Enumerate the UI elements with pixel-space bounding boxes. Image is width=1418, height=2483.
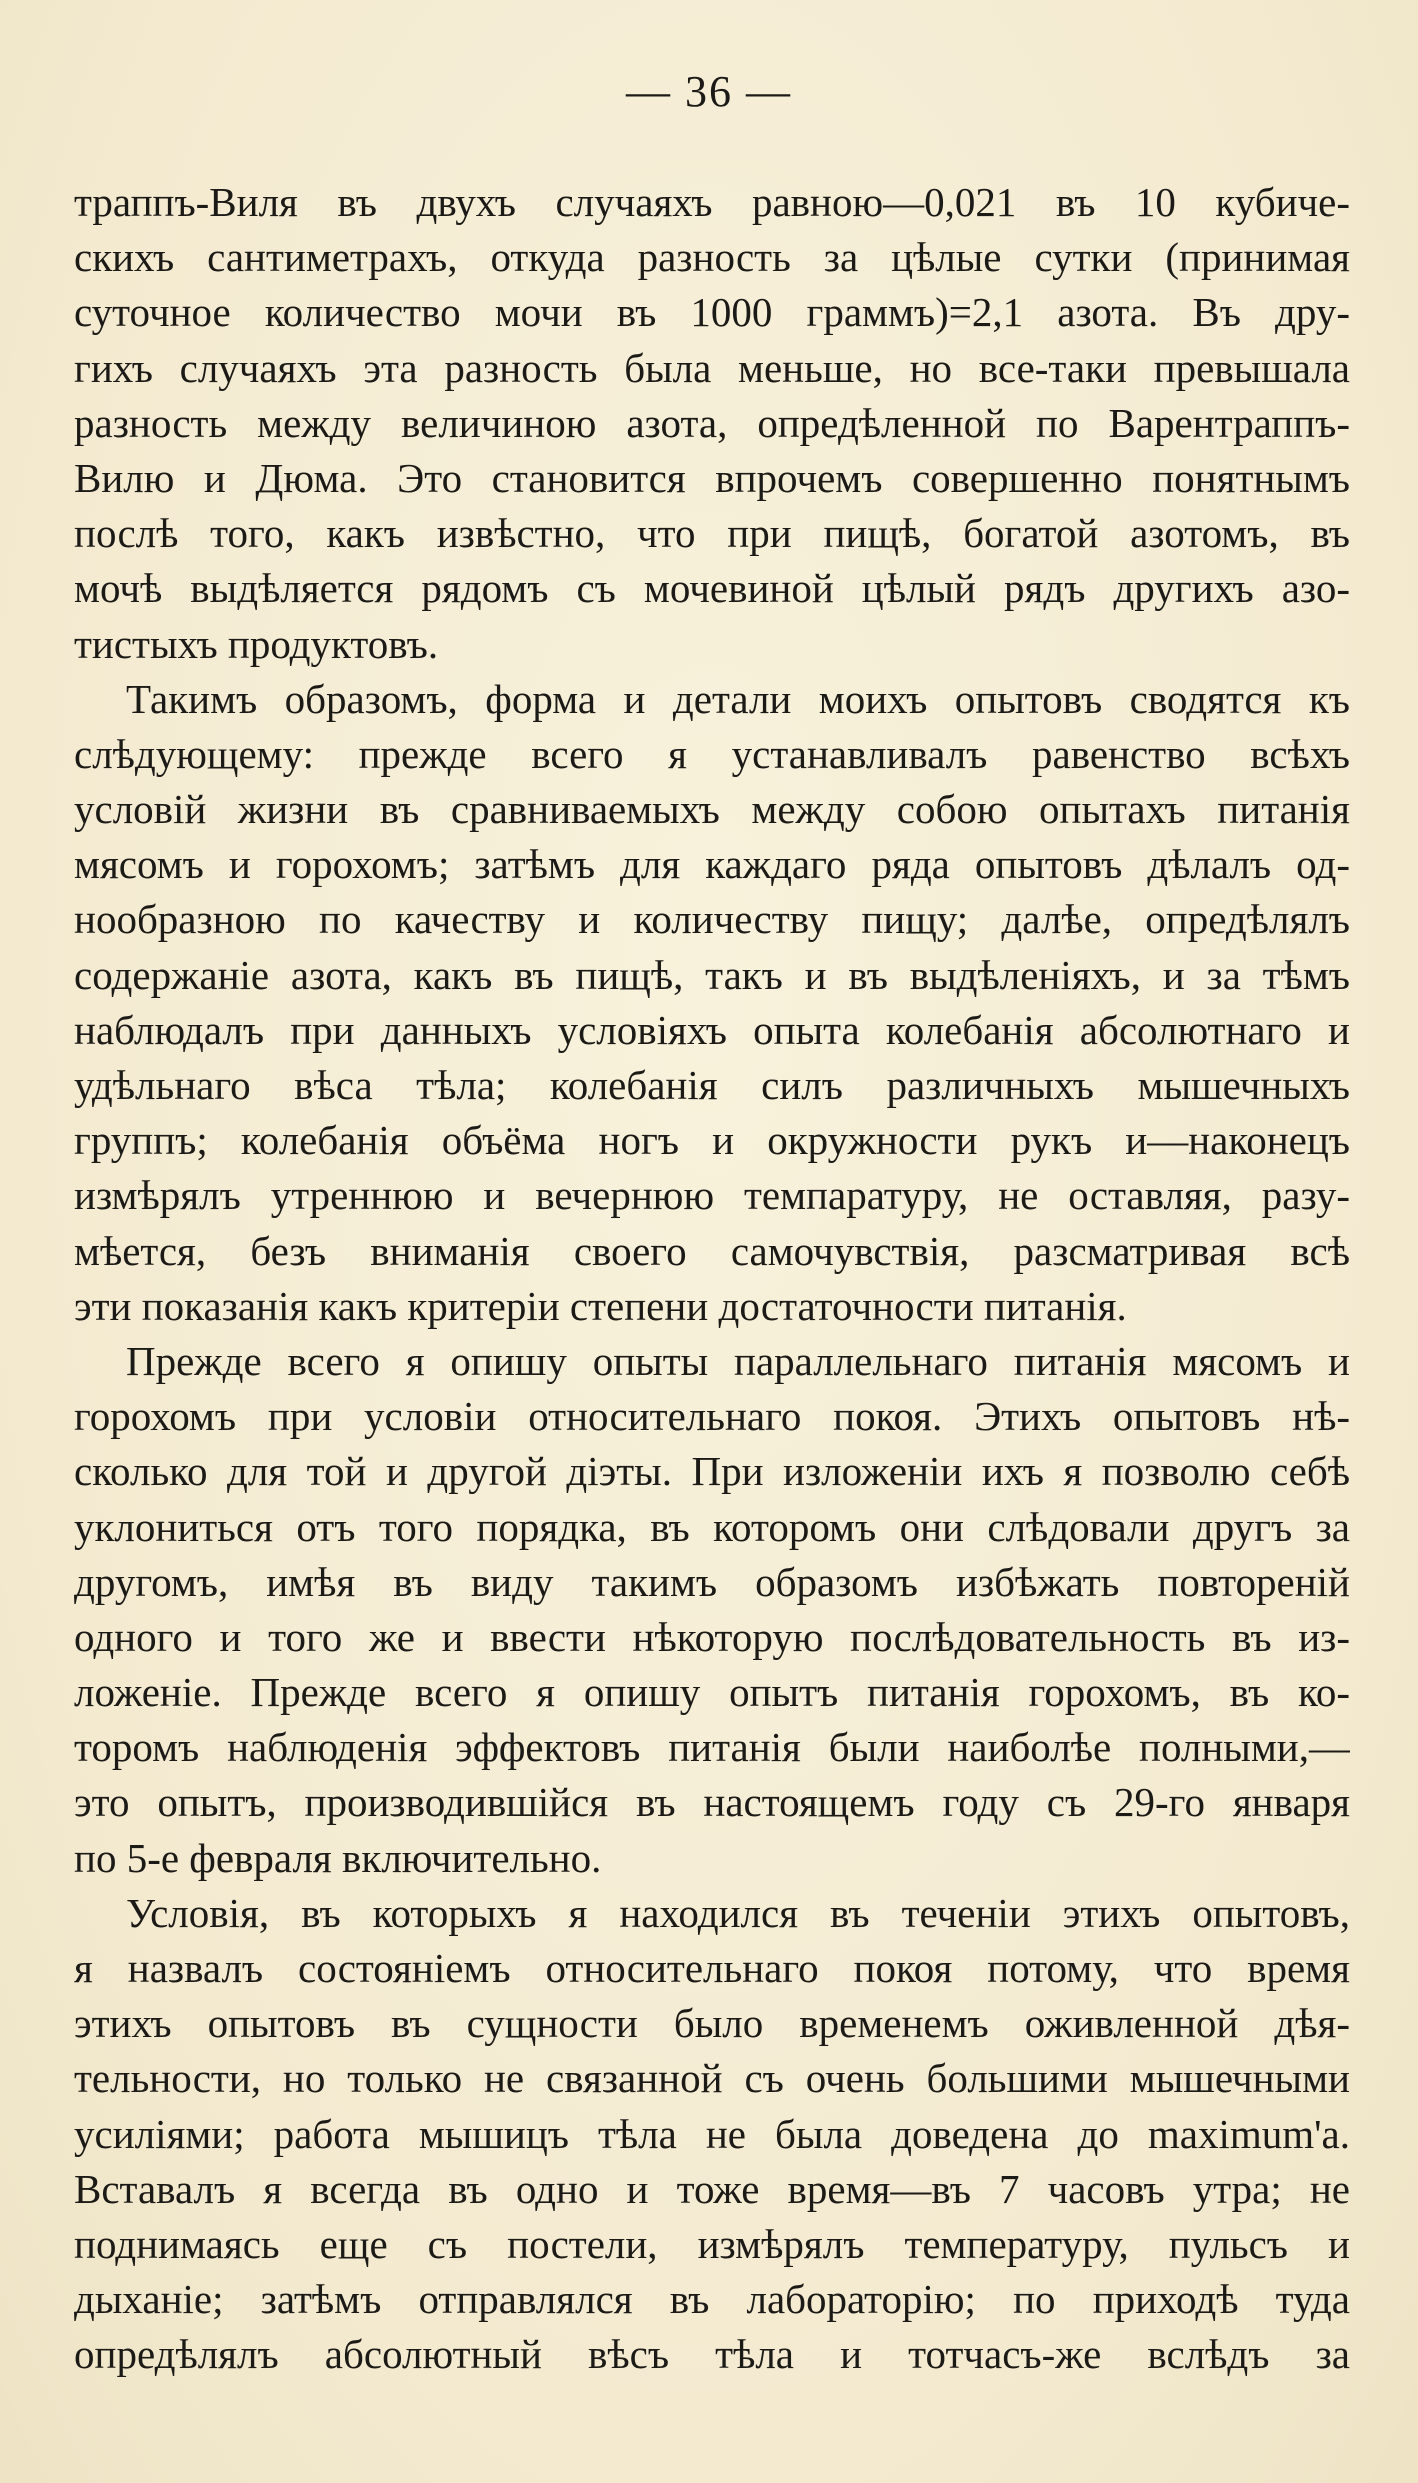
text-line: измѣрялъ утреннюю и вечернюю темпаратуру, не оставляя, разу- [74,1172,1350,1219]
text-line: эти показанія какъ критеріи степени достаточности питанія. [74,1282,1127,1329]
text-line: мочѣ выдѣляется рядомъ съ мочевиной цѣлый рядъ другихъ азо- [74,565,1350,612]
body-text [74,175,1350,2383]
text-line: послѣ того, какъ извѣстно, что при пищѣ, богатой азотомъ, въ [74,510,1350,557]
text-line: Условія, въ которыхъ я находился въ теченіи этихъ опытовъ, [126,1889,1350,1936]
text-line: Такимъ образомъ, форма и детали моихъ опытовъ сводятся къ [126,675,1350,722]
text-line: скихъ сантиметрахъ, откуда разность за цѣлые сутки (принимая [74,234,1350,281]
text-line: слѣдующему: прежде всего я устанавливалъ равенство всѣхъ [74,730,1350,777]
text-line: Вилю и Дюма. Это становится впрочемъ совершенно понятнымъ [74,454,1350,501]
text-line: Вставалъ я всегда въ одно и тоже время—въ 7 часовъ утра; не [74,2165,1350,2212]
text-line: одного и того же и ввести нѣкоторую послѣдовательность въ из- [74,1613,1350,1660]
text-line: поднимаясь еще съ постели, измѣрялъ температуру, пульсъ и [74,2220,1350,2267]
paragraph [74,1886,1350,2383]
text-line: разность между величиною азота, опредѣленной по Варентраппъ- [74,399,1350,446]
text-line: условій жизни въ сравниваемыхъ между собою опытахъ питанія [74,786,1350,833]
text-line: тистыхъ продуктовъ. [74,620,439,667]
page-number: — 36 — [626,67,792,116]
paragraph [74,175,1350,672]
text-line: другомъ, имѣя въ виду такимъ образомъ избѣжать повтореній [74,1558,1350,1605]
text-line: мѣется, безъ вниманія своего самочувствія, разсматривая всѣ [74,1227,1350,1274]
text-line: тельности, но только не связанной съ очень большими мышечными [74,2055,1350,2102]
text-line: суточное количество мочи въ 1000 граммъ)=2,1 азота. Въ дру- [74,289,1350,336]
text-line: сколько для той и другой діэты. При изложеніи ихъ я позволю себѣ [74,1448,1350,1495]
paragraph [74,672,1350,1334]
text-line: это опытъ, производившійся въ настоящемъ году съ 29-го января [74,1779,1350,1826]
text-line: ложеніе. Прежде всего я опишу опытъ питанія горохомъ, въ ко- [74,1669,1350,1716]
text-line: нообразною по качеству и количеству пищу; далѣе, опредѣлялъ [74,896,1350,943]
text-line: горохомъ при условіи относительнаго покоя. Этихъ опытовъ нѣ- [74,1393,1350,1440]
text-line: я назвалъ состояніемъ относительнаго покоя потому, что время [74,1945,1350,1991]
text-line: дыханіе; затѣмъ отправлялся въ лабораторію; по приходѣ туда [74,2276,1350,2323]
text-line: наблюдалъ при данныхъ условіяхъ опыта колебанія абсолютнаго и [74,1006,1350,1053]
text-line: Прежде всего я опишу опыты параллельнаго питанія мясомъ и [126,1337,1350,1384]
text-line: траппъ-Виля въ двухъ случаяхъ равною—0,021 въ 10 кубиче- [74,179,1350,225]
text-line: мясомъ и горохомъ; затѣмъ для каждаго ряда опытовъ дѣлалъ од- [74,841,1350,888]
text-line: удѣльнаго вѣса тѣла; колебанія силъ различныхъ мышечныхъ [74,1062,1350,1108]
text-line: усиліями; работа мышицъ тѣла не была доведена до maximum'a. [74,2110,1350,2157]
text-line: по 5-е февраля включительно. [74,1834,602,1881]
text-line: торомъ наблюденія эффектовъ питанія были наиболѣе полными,— [74,1724,1350,1771]
text-line: уклониться отъ того порядка, въ которомъ они слѣдовали другъ за [74,1503,1350,1550]
text-line: этихъ опытовъ въ сущности было временемъ оживленной дѣя- [74,2000,1350,2047]
text-line: содержаніе азота, какъ въ пищѣ, такъ и въ выдѣленіяхъ, и за тѣмъ [74,951,1350,998]
text-line: гихъ случаяхъ эта разность была меньше, но все-таки превышала [74,344,1350,391]
text-line: группъ; колебанія объёма ногъ и окружности рукъ и—наконецъ [74,1117,1350,1164]
text-line: опредѣлялъ абсолютный вѣсъ тѣла и тотчасъ-же вслѣдъ за [74,2331,1350,2378]
paragraph [74,1334,1350,1886]
